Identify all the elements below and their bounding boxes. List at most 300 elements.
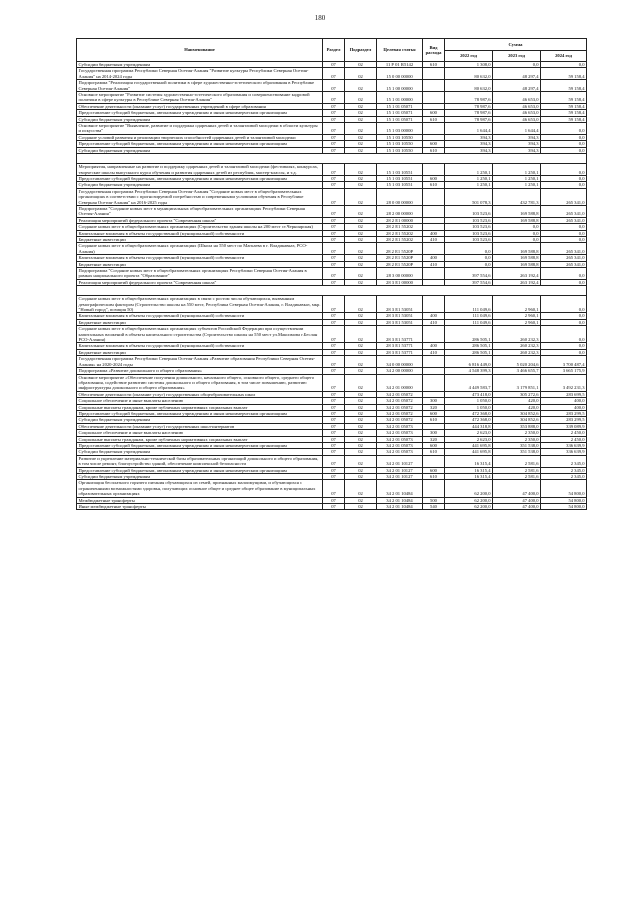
header-sum: Сумма bbox=[445, 39, 587, 51]
spacer-row bbox=[77, 154, 587, 164]
cell-sum-2024: 3 700 487,4 bbox=[541, 356, 587, 368]
cell-sum-2023: 305 272,6 bbox=[493, 391, 541, 397]
cell-name: Предоставление субсидий бюджетным, автономным учреждениям и иным некоммерческим организациям bbox=[77, 467, 323, 473]
cell-sum-2023: 48 297,4 bbox=[493, 80, 541, 92]
cell-sum-2024: 0,0 bbox=[541, 230, 587, 236]
cell-name: Создание новых мест в общеобразовательных организациях (Школа на 550 мест по Магкаева в г. Владикавказ, РСО-Алания) bbox=[77, 243, 323, 255]
cell-razdel: 07 bbox=[323, 268, 345, 280]
cell-sum-2022: 2 623,0 bbox=[445, 436, 493, 442]
cell-expense-type: 300 bbox=[423, 430, 445, 436]
cell-name: Предоставление субсидий бюджетным, автономным учреждениям и иным некоммерческим организациям bbox=[77, 175, 323, 181]
cell-sum-2022: 4 548 399,3 bbox=[445, 368, 493, 374]
table-row bbox=[77, 374, 587, 391]
cell-sum-2022: 397 554,6 bbox=[445, 268, 493, 280]
cell-target-article: 34 2 01 10127 bbox=[377, 474, 423, 480]
cell-podrazdel: 02 bbox=[345, 504, 377, 510]
table-row bbox=[77, 480, 587, 497]
cell-podrazdel: 02 bbox=[345, 164, 377, 176]
cell-target-article: 28 3 Е1 53771 bbox=[377, 326, 423, 343]
cell-podrazdel: 02 bbox=[345, 243, 377, 255]
cell-podrazdel: 02 bbox=[345, 326, 377, 343]
cell-name: Мероприятия, направленные на развитие и поддержку одаренных детей и талантливой молодежи (фестивалях, конкурсах, творческие школы выпускного курса обучения и развития одаренных детей из республик, мастер-классы, и т.д. bbox=[77, 164, 323, 176]
cell-name: Подпрограмма "Создание новых мест в общеобразовательных организациях Республики Северная Осетия-Алания в рамках национального проекта "Образование" bbox=[77, 268, 323, 280]
cell-sum-2022: 286 505,1 bbox=[445, 326, 493, 343]
cell-sum-2022: 394,3 bbox=[445, 141, 493, 147]
cell-razdel: 07 bbox=[323, 80, 345, 92]
cell-target-article: 15 1 00 00000 bbox=[377, 80, 423, 92]
cell-podrazdel: 02 bbox=[345, 175, 377, 181]
table-row bbox=[77, 164, 587, 176]
cell-sum-2023: 263 192,4 bbox=[493, 279, 541, 285]
budget-table bbox=[76, 38, 587, 510]
cell-target-article: 15 1 01 00000 bbox=[377, 92, 423, 104]
cell-sum-2023: 351 538,0 bbox=[493, 449, 541, 455]
cell-expense-type: 610 bbox=[423, 147, 445, 153]
cell-name: Капитальные вложения в объекты государственной (муниципальной) собственности bbox=[77, 313, 323, 319]
cell-sum-2022: 441 695,8 bbox=[445, 442, 493, 448]
cell-name: Основное мероприятие "Развитие системы художественно-эстетического образования и совершенствование кадровой политики в сфере культуры в Республике Северная Осетия-Алания" bbox=[77, 92, 323, 104]
cell-sum-2023: 3 179 851,1 bbox=[493, 374, 541, 391]
cell-sum-2024: 59 158,4 bbox=[541, 103, 587, 109]
cell-razdel: 07 bbox=[323, 430, 345, 436]
cell-name: Бюджетные инвестиции bbox=[77, 236, 323, 242]
cell-name: Субсидии бюджетным учреждениям bbox=[77, 116, 323, 122]
cell-razdel: 07 bbox=[323, 417, 345, 423]
cell-podrazdel: 02 bbox=[345, 417, 377, 423]
cell-sum-2024: 2 450,0 bbox=[541, 430, 587, 436]
cell-razdel: 07 bbox=[323, 467, 345, 473]
cell-razdel: 07 bbox=[323, 391, 345, 397]
cell-target-article: 15 1 01 05071 bbox=[377, 103, 423, 109]
table-row bbox=[77, 123, 587, 135]
cell-target-article: 34 2 01 00000 bbox=[377, 374, 423, 391]
cell-target-article: 34 0 00 00000 bbox=[377, 356, 423, 368]
table-row bbox=[77, 296, 587, 313]
cell-sum-2023: 0,0 bbox=[493, 62, 541, 68]
cell-sum-2022: 6 816 449,0 bbox=[445, 356, 493, 368]
table-row bbox=[77, 188, 587, 205]
cell-name: Обеспечение деятельности (оказание услуг) государственных учреждений в сфере образования bbox=[77, 103, 323, 109]
cell-expense-type: 610 bbox=[423, 417, 445, 423]
cell-sum-2022: 16 315,4 bbox=[445, 474, 493, 480]
cell-target-article: 15 1 03 10551 bbox=[377, 182, 423, 188]
cell-podrazdel: 02 bbox=[345, 436, 377, 442]
cell-sum-2023: 351 538,0 bbox=[493, 442, 541, 448]
cell-razdel: 07 bbox=[323, 205, 345, 217]
cell-razdel: 07 bbox=[323, 243, 345, 255]
cell-sum-2024: 0,0 bbox=[541, 175, 587, 181]
cell-podrazdel: 02 bbox=[345, 205, 377, 217]
cell-name: Создание новых мест в общеобразовательных организациях (Строительство здания школы на 200 мест ст.Черноярская) bbox=[77, 224, 323, 230]
cell-name: Подпрограмма «Развитие дошкольного и общего образования» bbox=[77, 368, 323, 374]
cell-sum-2023: 1 250,1 bbox=[493, 175, 541, 181]
cell-podrazdel: 02 bbox=[345, 449, 377, 455]
header-target-article: Целевая статья bbox=[377, 39, 423, 62]
cell-podrazdel: 02 bbox=[345, 474, 377, 480]
cell-name: Предоставление субсидий бюджетным, автономным учреждениям и иным некоммерческим организациям bbox=[77, 410, 323, 416]
cell-name: Государственная программа Республики Северная Осетия-Алания «Развитие образования Республики Северная Осетия-Алания» на 2020-2024 годы bbox=[77, 356, 323, 368]
cell-sum-2023: 2 581,6 bbox=[493, 455, 541, 467]
cell-sum-2024: 0,0 bbox=[541, 164, 587, 176]
spacer-row bbox=[77, 286, 587, 296]
cell-podrazdel: 02 bbox=[345, 398, 377, 404]
cell-sum-2022: 441 695,8 bbox=[445, 449, 493, 455]
cell-sum-2023: 260 232,3 bbox=[493, 326, 541, 343]
cell-sum-2023: 420,0 bbox=[493, 404, 541, 410]
cell-podrazdel: 02 bbox=[345, 356, 377, 368]
cell-target-article: 34 2 01 05073 bbox=[377, 442, 423, 448]
table-row bbox=[77, 268, 587, 280]
cell-sum-2022: 1 050,0 bbox=[445, 404, 493, 410]
cell-razdel: 07 bbox=[323, 230, 345, 236]
cell-expense-type: 610 bbox=[423, 62, 445, 68]
cell-sum-2024: 283 299,5 bbox=[541, 417, 587, 423]
cell-sum-2024: 54 800,0 bbox=[541, 480, 587, 497]
cell-sum-2023: 169 588,8 bbox=[493, 243, 541, 255]
cell-target-article: 34 2 01 05072 bbox=[377, 391, 423, 397]
cell-sum-2022: 78 987,6 bbox=[445, 116, 493, 122]
cell-sum-2024: 0,0 bbox=[541, 268, 587, 280]
cell-podrazdel: 02 bbox=[345, 279, 377, 285]
cell-sum-2024: 400,0 bbox=[541, 398, 587, 404]
cell-sum-2024: 265 341,0 bbox=[541, 243, 587, 255]
cell-sum-2023: 304 852,6 bbox=[493, 410, 541, 416]
cell-name: Государственная программа Республики Северная Осетия-Алания "Создание новых мест в общеобразовательных организациях в соответствии с прогнозируемой потребностью и современными условиями обучения в Республике Северная Осетия-Алания" на 2016-2025 годы bbox=[77, 188, 323, 205]
cell-sum-2022: 103 523,6 bbox=[445, 230, 493, 236]
cell-expense-type: 600 bbox=[423, 442, 445, 448]
cell-sum-2022: 501 078,3 bbox=[445, 188, 493, 205]
cell-sum-2024: 0,0 bbox=[541, 313, 587, 319]
cell-sum-2024: 0,0 bbox=[541, 62, 587, 68]
table-row bbox=[77, 455, 587, 467]
cell-razdel: 07 bbox=[323, 436, 345, 442]
cell-target-article: 34 2 01 05072 bbox=[377, 417, 423, 423]
cell-sum-2024: 265 341,0 bbox=[541, 205, 587, 217]
cell-name: Межбюджетные трансферты bbox=[77, 497, 323, 503]
cell-sum-2022: 103 523,6 bbox=[445, 205, 493, 217]
cell-sum-2022: 1 644,4 bbox=[445, 123, 493, 135]
cell-sum-2023: 0,0 bbox=[493, 224, 541, 230]
cell-target-article: 28 3 Е1 53051 bbox=[377, 319, 423, 325]
cell-sum-2024: 3 492 231,3 bbox=[541, 374, 587, 391]
cell-razdel: 07 bbox=[323, 410, 345, 416]
cell-expense-type bbox=[423, 68, 445, 80]
cell-expense-type: 600 bbox=[423, 175, 445, 181]
cell-sum-2024: 2 345,0 bbox=[541, 474, 587, 480]
cell-expense-type: 400 bbox=[423, 230, 445, 236]
cell-target-article: 34 2 01 05073 bbox=[377, 449, 423, 455]
header-year-2022: 2022 год bbox=[445, 51, 493, 62]
cell-razdel: 07 bbox=[323, 423, 345, 429]
cell-sum-2023: 46 653,0 bbox=[493, 103, 541, 109]
cell-razdel: 07 bbox=[323, 296, 345, 313]
cell-razdel: 07 bbox=[323, 141, 345, 147]
cell-expense-type: 610 bbox=[423, 116, 445, 122]
cell-expense-type bbox=[423, 356, 445, 368]
cell-sum-2023: 169 588,8 bbox=[493, 217, 541, 223]
cell-sum-2023: 46 653,0 bbox=[493, 110, 541, 116]
cell-sum-2024: 0,0 bbox=[541, 236, 587, 242]
cell-sum-2022: 80 632,0 bbox=[445, 80, 493, 92]
cell-podrazdel: 02 bbox=[345, 404, 377, 410]
cell-target-article: 28 2 Е1 55202 bbox=[377, 236, 423, 242]
cell-razdel: 07 bbox=[323, 92, 345, 104]
cell-expense-type: 540 bbox=[423, 504, 445, 510]
cell-sum-2024: 0,0 bbox=[541, 349, 587, 355]
cell-target-article: 28 3 Е1 53771 bbox=[377, 343, 423, 349]
cell-razdel: 07 bbox=[323, 504, 345, 510]
cell-sum-2022: 111 049,6 bbox=[445, 313, 493, 319]
cell-name: Капитальные вложения в объекты государственной (муниципальной) собственности bbox=[77, 255, 323, 261]
cell-sum-2023: 2 960,1 bbox=[493, 319, 541, 325]
cell-sum-2024: 0,0 bbox=[541, 141, 587, 147]
cell-name: Создание новых мест в общеобразовательных организациях субъектов Российской Федерации при осуществлении капитальных вложений в объекты капитального строительства (Строительство школы на 550 мест ул.Максимова г.Беслан РСО-Алания) bbox=[77, 326, 323, 343]
cell-sum-2022: 80 632,0 bbox=[445, 68, 493, 80]
cell-razdel: 07 bbox=[323, 368, 345, 374]
cell-sum-2023: 46 653,0 bbox=[493, 92, 541, 104]
cell-sum-2024: 283 299,5 bbox=[541, 410, 587, 416]
cell-target-article: 34 2 01 10484 bbox=[377, 497, 423, 503]
cell-name: Подпрограмма "Реализация государственной политики в сфере художественно-эстетического образования в Республике Северная Осетия-Алания" bbox=[77, 80, 323, 92]
cell-target-article: 34 2 00 00000 bbox=[377, 368, 423, 374]
cell-name: Предоставление субсидий бюджетным, автономным учреждениям и иным некоммерческим организациям bbox=[77, 110, 323, 116]
cell-sum-2023: 2 581,6 bbox=[493, 474, 541, 480]
cell-sum-2022: 473 418,0 bbox=[445, 391, 493, 397]
cell-podrazdel: 02 bbox=[345, 430, 377, 436]
cell-podrazdel: 02 bbox=[345, 68, 377, 80]
cell-expense-type bbox=[423, 92, 445, 104]
cell-target-article: 28 0 00 00000 bbox=[377, 188, 423, 205]
cell-podrazdel: 02 bbox=[345, 467, 377, 473]
cell-podrazdel: 02 bbox=[345, 374, 377, 391]
cell-name: Создание новых мест в общеобразовательных организациях в связи с ростом числа обучающихся, вызванным демографическим фактором (Строительство школы на 550 мест, Республика Северная Осетия-Алания, г. Владикавказ, мкр. "Новый город", позиция 50) bbox=[77, 296, 323, 313]
cell-razdel: 07 bbox=[323, 134, 345, 140]
cell-expense-type: 410 bbox=[423, 261, 445, 267]
cell-razdel: 07 bbox=[323, 236, 345, 242]
header-name: Наименование bbox=[77, 39, 323, 62]
table-row bbox=[77, 68, 587, 80]
cell-sum-2024: 0,0 bbox=[541, 123, 587, 135]
cell-podrazdel: 02 bbox=[345, 261, 377, 267]
cell-sum-2022: 4 449 583,7 bbox=[445, 374, 493, 391]
cell-podrazdel: 02 bbox=[345, 182, 377, 188]
cell-razdel: 07 bbox=[323, 164, 345, 176]
header-razdel: Раздел bbox=[323, 39, 345, 62]
cell-podrazdel: 02 bbox=[345, 224, 377, 230]
cell-sum-2022: 62 200,0 bbox=[445, 480, 493, 497]
table-body bbox=[77, 62, 587, 510]
cell-razdel: 07 bbox=[323, 442, 345, 448]
cell-expense-type: 320 bbox=[423, 404, 445, 410]
cell-name: Субсидии бюджетным учреждениям bbox=[77, 62, 323, 68]
cell-podrazdel: 02 bbox=[345, 296, 377, 313]
cell-target-article: 34 2 01 10484 bbox=[377, 480, 423, 497]
cell-sum-2024: 59 158,4 bbox=[541, 110, 587, 116]
cell-podrazdel: 02 bbox=[345, 442, 377, 448]
cell-sum-2024: 59 158,4 bbox=[541, 80, 587, 92]
cell-target-article: 28 2 Е1 5520Р bbox=[377, 243, 423, 255]
cell-razdel: 07 bbox=[323, 188, 345, 205]
cell-target-article: 15 1 03 10551 bbox=[377, 175, 423, 181]
cell-sum-2024: 54 800,0 bbox=[541, 497, 587, 503]
cell-name: Субсидии бюджетным учреждениям bbox=[77, 449, 323, 455]
cell-razdel: 07 bbox=[323, 349, 345, 355]
cell-podrazdel: 02 bbox=[345, 410, 377, 416]
cell-target-article: 15 1 03 10551 bbox=[377, 164, 423, 176]
spacer-cell bbox=[77, 154, 587, 164]
cell-name: Государственная программа Республики Северная Осетия-Алания "Развитие культуры Республики Северная Осетия-Алания" на 2014-2024 годы bbox=[77, 68, 323, 80]
cell-razdel: 07 bbox=[323, 255, 345, 261]
cell-name: Подпрограмма "Создание новых мест в муниципальных общеобразовательных организациях Республики Северная Осетия-Алания" bbox=[77, 205, 323, 217]
cell-razdel: 07 bbox=[323, 217, 345, 223]
cell-sum-2023: 2 581,6 bbox=[493, 467, 541, 473]
cell-name: Субсидии бюджетным учреждениям bbox=[77, 147, 323, 153]
cell-sum-2023: 1 250,1 bbox=[493, 164, 541, 176]
cell-sum-2023: 3 466 655,7 bbox=[493, 368, 541, 374]
cell-target-article: 34 2 01 10127 bbox=[377, 467, 423, 473]
cell-expense-type bbox=[423, 164, 445, 176]
cell-sum-2024: 0,0 bbox=[541, 134, 587, 140]
cell-sum-2023: 169 588,8 bbox=[493, 205, 541, 217]
cell-expense-type bbox=[423, 188, 445, 205]
cell-razdel: 07 bbox=[323, 116, 345, 122]
cell-sum-2023: 169 588,8 bbox=[493, 255, 541, 261]
cell-razdel: 07 bbox=[323, 175, 345, 181]
spacer-cell bbox=[77, 286, 587, 296]
cell-podrazdel: 02 bbox=[345, 368, 377, 374]
cell-target-article: 15 1 03 10550 bbox=[377, 134, 423, 140]
cell-target-article: 34 2 01 05073 bbox=[377, 430, 423, 436]
table-row bbox=[77, 205, 587, 217]
cell-expense-type bbox=[423, 480, 445, 497]
cell-sum-2022: 1 050,0 bbox=[445, 398, 493, 404]
cell-razdel: 07 bbox=[323, 326, 345, 343]
cell-sum-2024: 400,0 bbox=[541, 404, 587, 410]
cell-podrazdel: 02 bbox=[345, 423, 377, 429]
cell-expense-type bbox=[423, 268, 445, 280]
cell-sum-2023: 169 588,8 bbox=[493, 261, 541, 267]
cell-podrazdel: 02 bbox=[345, 62, 377, 68]
cell-podrazdel: 02 bbox=[345, 455, 377, 467]
cell-name: Субсидии бюджетным учреждениям bbox=[77, 417, 323, 423]
cell-sum-2022: 1 250,1 bbox=[445, 182, 493, 188]
cell-razdel: 07 bbox=[323, 224, 345, 230]
cell-sum-2024: 265 341,0 bbox=[541, 217, 587, 223]
cell-razdel: 07 bbox=[323, 279, 345, 285]
cell-sum-2022: 394,3 bbox=[445, 147, 493, 153]
cell-target-article: 15 1 03 00000 bbox=[377, 123, 423, 135]
cell-sum-2024: 0,0 bbox=[541, 343, 587, 349]
cell-razdel: 07 bbox=[323, 103, 345, 109]
cell-sum-2023: 5 020 204,6 bbox=[493, 356, 541, 368]
cell-sum-2023: 47 400,0 bbox=[493, 480, 541, 497]
cell-name: Социальные выплаты гражданам, кроме публичных нормативных социальных выплат bbox=[77, 436, 323, 442]
cell-sum-2024: 336 639,9 bbox=[541, 442, 587, 448]
cell-sum-2023: 2 350,0 bbox=[493, 436, 541, 442]
cell-sum-2022: 397 554,6 bbox=[445, 279, 493, 285]
cell-podrazdel: 02 bbox=[345, 480, 377, 497]
cell-razdel: 07 bbox=[323, 497, 345, 503]
cell-sum-2022: 286 505,1 bbox=[445, 349, 493, 355]
table-row bbox=[77, 326, 587, 343]
cell-name: Бюджетные инвестиции bbox=[77, 319, 323, 325]
cell-target-article: 34 2 01 05072 bbox=[377, 404, 423, 410]
cell-razdel: 07 bbox=[323, 123, 345, 135]
cell-expense-type: 600 bbox=[423, 141, 445, 147]
cell-sum-2023: 260 232,3 bbox=[493, 349, 541, 355]
cell-target-article: 28 2 Е1 5520Р bbox=[377, 255, 423, 261]
cell-sum-2023: 420,0 bbox=[493, 398, 541, 404]
cell-target-article: 34 2 01 05073 bbox=[377, 436, 423, 442]
cell-podrazdel: 02 bbox=[345, 349, 377, 355]
cell-sum-2024: 0,0 bbox=[541, 326, 587, 343]
cell-target-article: 28 2 Е1 55202 bbox=[377, 224, 423, 230]
header-year-2024: 2024 год bbox=[541, 51, 587, 62]
cell-expense-type: 610 bbox=[423, 182, 445, 188]
cell-sum-2022: 103 523,6 bbox=[445, 217, 493, 223]
cell-sum-2022: 16 315,4 bbox=[445, 467, 493, 473]
cell-sum-2023: 394,3 bbox=[493, 147, 541, 153]
cell-sum-2022: 111 049,6 bbox=[445, 319, 493, 325]
cell-target-article: 28 2 Е1 5520Р bbox=[377, 261, 423, 267]
cell-podrazdel: 02 bbox=[345, 343, 377, 349]
cell-expense-type: 500 bbox=[423, 497, 445, 503]
cell-expense-type: 600 bbox=[423, 110, 445, 116]
cell-podrazdel: 02 bbox=[345, 92, 377, 104]
table-header bbox=[77, 39, 587, 62]
cell-target-article: 15 1 01 05071 bbox=[377, 110, 423, 116]
cell-sum-2024: 59 158,4 bbox=[541, 68, 587, 80]
cell-name: Социальные выплаты гражданам, кроме публичных нормативных социальных выплат bbox=[77, 404, 323, 410]
cell-razdel: 07 bbox=[323, 374, 345, 391]
cell-sum-2024: 3 665 175,9 bbox=[541, 368, 587, 374]
cell-sum-2024: 0,0 bbox=[541, 224, 587, 230]
cell-sum-2022: 444 318,8 bbox=[445, 423, 493, 429]
cell-sum-2024: 0,0 bbox=[541, 296, 587, 313]
cell-expense-type: 410 bbox=[423, 349, 445, 355]
cell-sum-2023: 2 960,1 bbox=[493, 296, 541, 313]
cell-expense-type: 600 bbox=[423, 467, 445, 473]
cell-sum-2024: 265 341,0 bbox=[541, 255, 587, 261]
cell-sum-2022: 0,0 bbox=[445, 243, 493, 255]
table-row bbox=[77, 92, 587, 104]
cell-sum-2022: 472 368,0 bbox=[445, 410, 493, 416]
cell-sum-2024: 59 158,4 bbox=[541, 116, 587, 122]
cell-target-article: 28 2 Е1 00000 bbox=[377, 217, 423, 223]
cell-target-article: 28 3 00 00000 bbox=[377, 268, 423, 280]
cell-podrazdel: 02 bbox=[345, 103, 377, 109]
cell-sum-2024: 0,0 bbox=[541, 147, 587, 153]
cell-target-article: 34 2 01 10484 bbox=[377, 504, 423, 510]
cell-name: Основное мероприятие «Обеспечение получения дошкольного, начального общего, основного общего, среднего общего образования, содействие развитию системы дошкольного и общего образования, в том числе повышению, развитию инфраструктуры дошкольного и общего образования» bbox=[77, 374, 323, 391]
cell-target-article: 15 1 01 05071 bbox=[377, 116, 423, 122]
table-row bbox=[77, 80, 587, 92]
cell-expense-type: 410 bbox=[423, 319, 445, 325]
cell-sum-2024: 54 800,0 bbox=[541, 504, 587, 510]
cell-name: Социальное обеспечение и иные выплаты населению bbox=[77, 398, 323, 404]
cell-sum-2023: 1 250,1 bbox=[493, 182, 541, 188]
cell-expense-type: 320 bbox=[423, 436, 445, 442]
table-row bbox=[77, 356, 587, 368]
cell-razdel: 07 bbox=[323, 261, 345, 267]
cell-target-article: 28 2 00 00000 bbox=[377, 205, 423, 217]
cell-expense-type: 400 bbox=[423, 313, 445, 319]
cell-podrazdel: 02 bbox=[345, 313, 377, 319]
cell-name: Капитальные вложения в объекты государственной (муниципальной) собственности bbox=[77, 230, 323, 236]
cell-name: Субсидии бюджетным учреждениям bbox=[77, 474, 323, 480]
cell-name: Обеспечение деятельности (оказание услуг) государственных общеобразовательных школ bbox=[77, 391, 323, 397]
cell-expense-type: 400 bbox=[423, 255, 445, 261]
